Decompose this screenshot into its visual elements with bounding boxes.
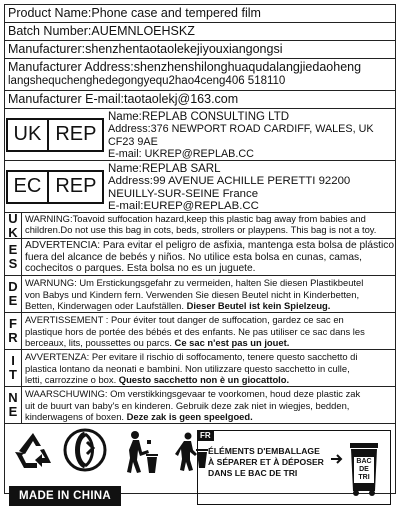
ec-rep-badge (6, 170, 105, 204)
recycle-icon (11, 430, 55, 474)
triman-text-line: ÉLÉMENTS D'EMBALLAGE (208, 446, 320, 456)
warning-uk (5, 213, 395, 239)
uk-rep-address-1: Address:376 NEWPORT ROAD CARDIFF, WALES, UK (108, 123, 374, 136)
warning-line: berceaux, lits, poussettes ou parcs. (25, 337, 172, 348)
triman-text-line: À SÉPARER ET À DÉPOSER (208, 457, 324, 467)
lang-code-letter: E (8, 242, 18, 257)
manufacturer-address-line-2: langshequchenghedegongyequ2hao4ceng406 518110 (8, 75, 286, 87)
warning-line: fuera del alcance de bebés y niños. No utilice esta bolsa en cunas, camas, (25, 251, 362, 263)
warning-line: AVVERTENZA: Per evitare il rischio di soffocamento, tenere questo sacchetto di (25, 351, 358, 362)
warning-bold-text: Questo sacchetto non è un giocattolo. (116, 374, 290, 385)
uk-rep-section (5, 109, 395, 161)
bin-text (354, 458, 374, 482)
uk-rep-address-2: CF23 9AE (108, 135, 158, 148)
footer-symbols (5, 424, 395, 502)
bin-text-line: BAC (356, 458, 372, 465)
ec-rep-address-1: Address:99 AVENUE ACHILLE PERETTI 92200 (108, 175, 351, 188)
triman-text (208, 446, 328, 479)
lang-code-letter: F (9, 316, 17, 331)
warning-line: plastique hors de portée des bébés et des enfants. Ne pas utiliser ce sac dans les (25, 325, 365, 337)
uk-rep-badge-right: REP (55, 123, 97, 145)
lang-code-letter: E (8, 293, 18, 308)
lang-code-es (5, 239, 22, 275)
ec-rep-badge-left: EC (8, 172, 50, 202)
warning-text-ne (22, 387, 395, 423)
manufacturer-address (5, 59, 395, 91)
warning-line: von Babys und Kindern fern. Verwenden Sie diesen Beutel nicht in Kinderbetten, (25, 288, 360, 300)
warning-line: kinderwagens of boxen. (25, 411, 125, 422)
fr-tag: FR (197, 430, 214, 441)
warning-line: uit de buurt van baby's en kinderen. Gebruik deze zak niet in wiegjes, bedden, (25, 399, 350, 411)
lang-code-uk (5, 213, 22, 238)
manufacturer-address-line-1: Manufacturer Address:shenzhenshilonghuaqudalangjiedaoheng (8, 60, 362, 74)
warning-text-uk (22, 213, 395, 238)
uk-rep-badge-cell (5, 109, 105, 160)
warning-text-de (22, 276, 395, 312)
no-litter-icon (123, 430, 161, 474)
uk-rep-badge-left: UK (8, 120, 50, 150)
warning-text-fr (22, 313, 395, 349)
triman-text-line: DANS LE BAC DE TRI (208, 468, 298, 478)
warning-line-last (25, 300, 392, 312)
ec-rep-details (105, 161, 395, 212)
lang-code-letter: K (8, 224, 18, 239)
manufacturer: Manufacturer:shenzhentaotaolekejiyouxiangongsi (5, 41, 395, 59)
recycling-bin-icon (346, 439, 382, 497)
green-dot-icon (63, 428, 107, 472)
warning-ne (5, 387, 395, 424)
lang-code-ne (5, 387, 22, 423)
uk-rep-email: E-mail: UKREP@REPLAB.CC (108, 147, 254, 160)
warning-de (5, 276, 395, 313)
ec-rep-badge-right: REP (55, 175, 97, 197)
warning-text-es (22, 239, 395, 275)
warning-line: children.Do not use this bag in cots, beds, strollers or playpens. This bag is not a toy. (25, 223, 377, 235)
uk-rep-name: Name:REPLAB CONSULTING LTD (108, 111, 290, 123)
warning-it (5, 350, 395, 387)
ec-rep-address-2: NEUILLY-SUR-SEINE France (108, 187, 259, 200)
arrow-icon (329, 439, 343, 479)
lang-code-fr (5, 313, 22, 349)
warning-line: WAARSCHUWING: Om verstikkingsgevaar te voorkomen, houd deze plastic zak (25, 388, 361, 399)
lang-code-letter: D (8, 279, 18, 294)
lang-code-de (5, 276, 22, 312)
warning-line: cochecitos o parques. Esta bolsa no es un juguete. (25, 263, 256, 274)
bin-text-line: DE (359, 466, 369, 473)
lang-code-letter: U (8, 213, 18, 226)
warning-line: letti, carrozzine o box. (25, 374, 117, 385)
warning-text-it (22, 350, 395, 386)
warning-fr (5, 313, 395, 350)
warning-line: ADVERTENCIA: Para evitar el peligro de asfixia, mantenga esta bolsa de plástico (25, 240, 395, 251)
lang-code-letter: I (11, 353, 15, 368)
warning-line-last (25, 374, 392, 386)
lang-code-letter: T (9, 367, 17, 382)
ec-rep-email: E-mail:EUREP@REPLAB.CC (108, 199, 259, 212)
product-name: Product Name:Phone case and tempered film (5, 5, 395, 23)
warning-es (5, 239, 395, 276)
manufacturer-email: Manufacturer E-mail:taotaolekj@163.com (5, 91, 395, 109)
uk-rep-details (105, 109, 395, 160)
ec-rep-name: Name:REPLAB SARL (108, 163, 221, 175)
warning-line: WARNING:Toavoid suffocation hazard,keep this plastic bag away from babies and (25, 213, 366, 224)
warning-line-last (25, 337, 392, 349)
warning-line: plastica lontano da neonati e bambini. Non utilizzare questo sacchetto in culle, (25, 362, 350, 374)
warning-bold-text: Deze zak is geen speelgoed. (124, 411, 253, 422)
lang-code-it (5, 350, 22, 386)
lang-code-letter: S (8, 256, 18, 271)
warning-bold-text: Dieser Beutel ist kein Spielzeug. (183, 300, 331, 311)
warning-line: Betten, Kinderwagen oder Laufställen. (25, 300, 184, 311)
warning-line: AVERTISSEMENT : Pour éviter tout danger de suffocation, gardez ce sac en (25, 314, 344, 325)
lang-code-letter: R (8, 330, 18, 345)
warning-bold-text: Ce sac n'est pas un jouet. (171, 337, 290, 348)
triman-info-box (197, 430, 391, 505)
ec-rep-badge-cell (5, 161, 105, 212)
uk-rep-badge (6, 118, 105, 152)
lang-code-letter: N (8, 390, 18, 405)
product-label (4, 4, 396, 502)
batch-number: Batch Number:AUEMNLOEHSKZ (5, 23, 395, 41)
ec-rep-section (5, 161, 395, 213)
bin-text-line: TRI (358, 474, 370, 481)
warning-line: WARNUNG: Um Erstickungsgefahr zu vermeiden, halten Sie diesen Plastikbeutel (25, 277, 364, 288)
lang-code-letter: E (8, 404, 18, 419)
warning-line-last (25, 411, 392, 423)
made-in-china-badge: MADE IN CHINA (9, 486, 121, 506)
